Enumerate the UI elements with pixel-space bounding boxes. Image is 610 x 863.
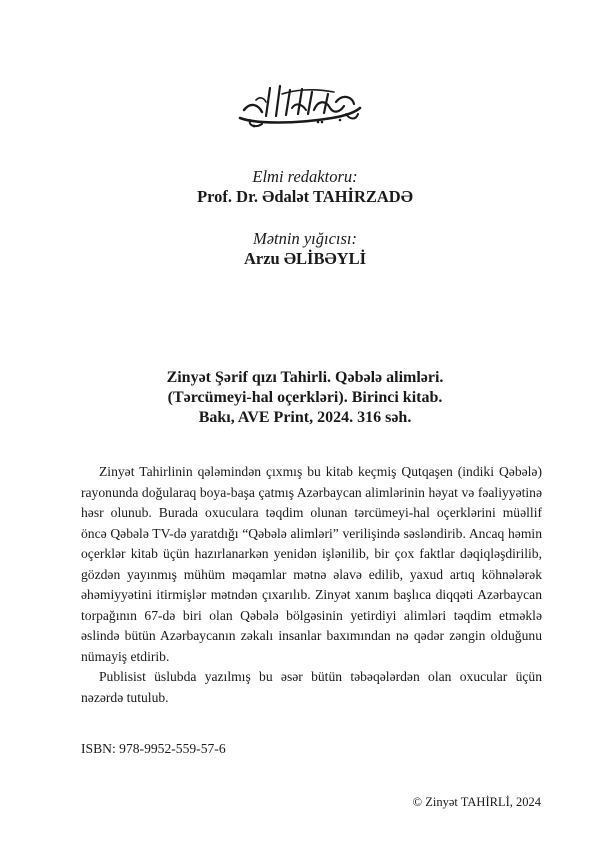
scientific-editor-role: Elmi redaktoru: [252, 167, 358, 186]
scientific-editor-block [0, 167, 610, 207]
citation-line-1: Zinyət Şərif qızı Tahirli. Qəbələ alimləri. [166, 369, 444, 386]
typesetter-role: Mətnin yığıcısı: [252, 229, 357, 248]
annotation-paragraph-2: Publisist üslubda yazılmış bu əsər bütün təbəqələrdən olan oxucular üçün nəzərdə tutulub. [81, 669, 542, 705]
citation-line-2: (Tərcümeyi-hal oçerkləri). Birinci kitab. [167, 389, 443, 406]
annotation-paragraph-1: Zinyət Tahirlinin qələmindən çıxmış bu kitab keçmiş Qutqaşen (indiki Qəbələ) rayonunda doğularaq boya-başa çatmış Azərbaycan alimlərinin həyat və fəaliyyətinə həsr olunub. Burada oxuculara təqdim olunan tərcümeyi-hal oçerklərini müəllif öncə Qəbələ TV-də yaratdığı “Qəbələ alimləri” verilişində səsləndirib. Ancaq həmin oçerklər kitab üçün hazırlanarkən yenidən işlənilib, bir çox faktlar dəqiqləşdirilib, gözdən yayınmış mühüm məqamlar mətnə əlavə edilib, yaxud artıq köhnələrək əhəmiyyətini itirmişlər mətndən çıxarılıb. Zinyət xanım başlıca diqqəti Azərbaycan torpağının 67-də biri olan Qəbələ bölgəsinin yetirdiyi alimləri təqdim etməklə əslində bütün Azərbaycanın zəkalı insanlar baxımından nə qədər zəngin olduğunu nümayiş etdirib. [81, 464, 542, 664]
scientific-editor-name: Prof. Dr. Ədalət TAHİRZADƏ [197, 187, 413, 206]
basmala-calligraphy-icon [236, 80, 364, 130]
copyright-notice: © Zinyət TAHİRLİ, 2024 [412, 795, 541, 809]
book-annotation [81, 462, 542, 708]
citation-line-3: Bakı, AVE Print, 2024. 316 səh. [198, 409, 412, 426]
typesetter-block [0, 229, 610, 269]
isbn-number: ISBN: 978-9952-559-57-6 [81, 741, 226, 756]
typesetter-name: Arzu ƏLİBƏYLİ [243, 249, 367, 268]
bibliographic-citation [0, 368, 610, 428]
